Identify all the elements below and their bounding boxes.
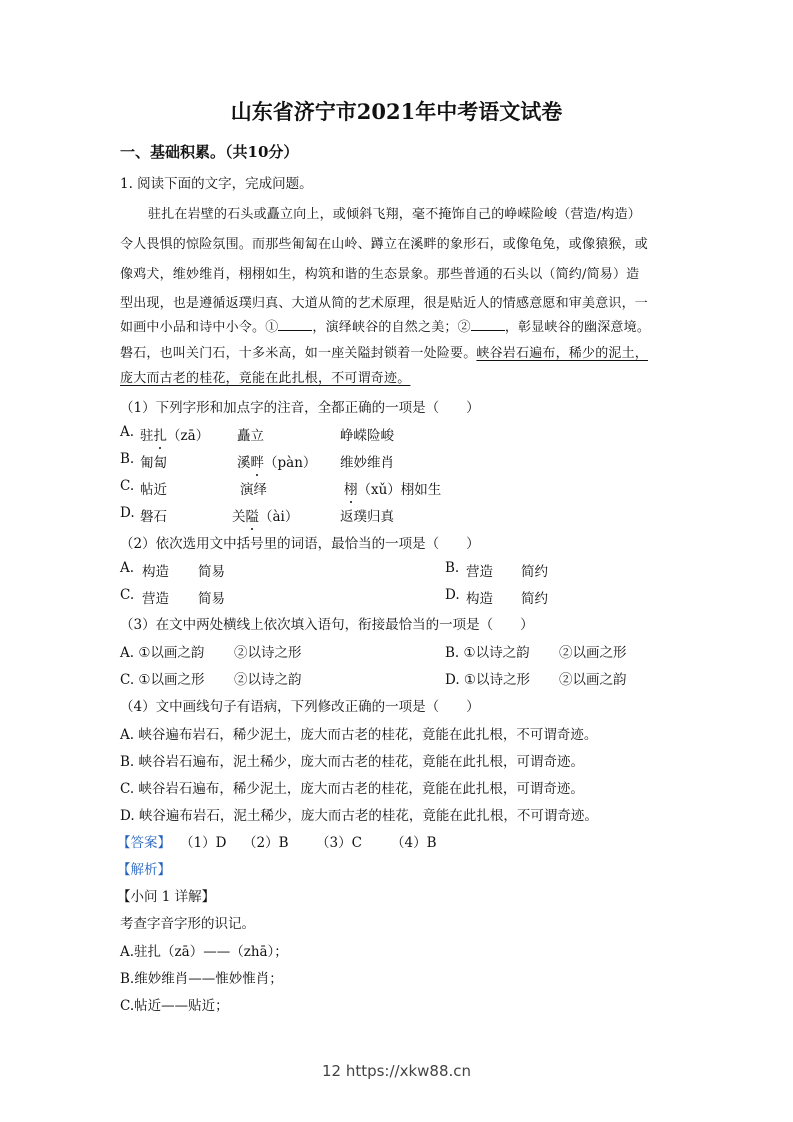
dotted-char: 扎 bbox=[153, 428, 167, 444]
passage-line: 型出现，也是遵循返璞归真、大道从简的艺术原理，很是贴近人的情感意愿和审美意识，一 bbox=[120, 296, 649, 311]
passage-text: ，彰显峡谷的幽深意境。 bbox=[504, 320, 651, 335]
analysis-line: 考查字音字形的识记。 bbox=[120, 916, 255, 932]
option-word: 简易 bbox=[198, 564, 225, 580]
fill-blank-1 bbox=[278, 318, 312, 331]
question-stem: （2）依次选用文中括号里的词语，最恰当的一项是（ ） bbox=[120, 536, 480, 552]
option-word: 匍匐 bbox=[140, 455, 167, 471]
option-word: 营造 bbox=[466, 564, 493, 580]
answer-item: （1）D bbox=[180, 835, 227, 851]
option-word: 峥嵘险峻 bbox=[340, 428, 394, 444]
answer-tag: 【答案】 bbox=[117, 835, 171, 851]
option-text: ②以诗之形 bbox=[234, 645, 302, 661]
option-text: C. ①以画之形 bbox=[120, 672, 205, 688]
dotted-char: 栩 bbox=[344, 482, 358, 498]
option-word: 构造 bbox=[142, 564, 169, 580]
dotted-char: 畔 bbox=[250, 455, 264, 471]
passage-text: 磐石，也叫关门石，十多米高，如一座关隘封锁着一处险要。 bbox=[120, 346, 477, 361]
analysis-line: A.驻扎（zā）——（zhā）； bbox=[120, 944, 288, 960]
option-text: B. 峡谷岩石遍布，泥土稀少，庞大而古老的桂花，竟能在此扎根，可谓奇迹。 bbox=[120, 754, 585, 770]
underlined-sentence: 峡谷岩石遍布，稀少的泥土， bbox=[476, 346, 649, 361]
word-part: 关 bbox=[232, 509, 246, 525]
option-word bbox=[232, 505, 298, 525]
word-part: 驻 bbox=[140, 428, 154, 444]
option-word: 矗立 bbox=[237, 428, 264, 444]
option-text: D. ①以诗之形 bbox=[445, 672, 531, 688]
page-footer: 12 https://xkw88.cn bbox=[321, 1062, 472, 1080]
passage-text: 如画中小品和诗中小令。① bbox=[120, 320, 279, 335]
option-word: 简约 bbox=[521, 564, 548, 580]
passage-text: ，演绎峡谷的自然之美；② bbox=[312, 320, 471, 335]
option-text: C. 峡谷岩石遍布，稀少泥土，庞大而古老的桂花，竟能在此扎根，可谓奇迹。 bbox=[120, 781, 584, 797]
word-part: （xǔ）栩如生 bbox=[357, 482, 442, 498]
option-label: D. bbox=[445, 587, 460, 603]
option-word: 维妙维肖 bbox=[340, 455, 394, 471]
option-text: ②以诗之韵 bbox=[234, 672, 302, 688]
answer-item: （3）C bbox=[316, 835, 362, 851]
option-word: 帖近 bbox=[140, 482, 167, 498]
analysis-line: B.维妙维肖——惟妙惟肖； bbox=[120, 971, 283, 987]
option-word: 磐石 bbox=[140, 509, 167, 525]
option-text: ②以画之形 bbox=[559, 645, 627, 661]
question-intro: 1. 阅读下面的文字，完成问题。 bbox=[120, 176, 313, 192]
passage-line bbox=[120, 367, 410, 386]
option-text: ②以画之韵 bbox=[559, 672, 627, 688]
answer-item: （2）B bbox=[243, 835, 289, 851]
option-label: C. bbox=[120, 587, 135, 603]
underlined-sentence: 庞大而古老的桂花，竟能在此扎根，不可谓奇迹。 bbox=[120, 371, 411, 386]
option-label: A. bbox=[120, 560, 135, 576]
option-word bbox=[140, 424, 209, 444]
option-word bbox=[344, 478, 441, 498]
option-label: B. bbox=[445, 560, 460, 576]
passage-line: 驻扎在岩壁的石头或矗立向上，或倾斜飞翔，毫不掩饰自己的峥嵘险峻（营造/构造） bbox=[148, 207, 641, 222]
option-text: D. 峡谷遍布岩石，泥土稀少，庞大而古老的桂花，竟能在此扎根，不可谓奇迹。 bbox=[120, 808, 598, 824]
option-text: A. ①以画之韵 bbox=[120, 645, 205, 661]
option-word bbox=[237, 451, 316, 471]
option-text: B. ①以诗之韵 bbox=[445, 645, 530, 661]
option-word: 构造 bbox=[466, 591, 493, 607]
option-label: D. bbox=[120, 505, 135, 521]
fill-blank-2 bbox=[471, 318, 505, 331]
word-part: （pàn） bbox=[264, 455, 317, 471]
word-part: 溪 bbox=[237, 455, 251, 471]
analysis-tag: 【解析】 bbox=[117, 862, 171, 878]
option-label: A. bbox=[120, 424, 135, 440]
option-word: 返璞归真 bbox=[340, 509, 394, 525]
passage-line: 像鸡犬，维妙维肖，栩栩如生，构筑和谐的生态景象。那些普通的石头以（简约/简易）造 bbox=[120, 267, 640, 282]
passage-line: 令人畏惧的惊险氛围。而那些匍匐在山岭、蹲立在溪畔的象形石，或像龟兔，或像猿猴，或 bbox=[120, 237, 649, 252]
option-label: C. bbox=[120, 478, 135, 494]
word-part: （zā） bbox=[167, 428, 210, 444]
section-heading: 一、基础积累。（共10分） bbox=[120, 143, 299, 161]
question-stem: （1）下列字形和加点字的注音，全都正确的一项是（ ） bbox=[120, 400, 480, 416]
option-label: B. bbox=[120, 451, 135, 467]
word-part: （ài） bbox=[259, 509, 299, 525]
question-stem: （4）文中画线句子有语病，下列修改正确的一项是（ ） bbox=[120, 699, 480, 715]
page-title: 山东省济宁市2021年中考语文试卷 bbox=[230, 99, 563, 124]
analysis-subheading: 【小问 1 详解】 bbox=[117, 889, 216, 905]
answer-item: （4）B bbox=[391, 835, 437, 851]
option-word: 营造 bbox=[142, 591, 169, 607]
option-word: 简约 bbox=[521, 591, 548, 607]
question-stem: （3）在文中两处横线上依次填入语句，衔接最恰当的一项是（ ） bbox=[120, 617, 534, 633]
option-text: A. 峡谷遍布岩石，稀少泥土，庞大而古老的桂花，竟能在此扎根，不可谓奇迹。 bbox=[120, 727, 598, 743]
passage-line bbox=[120, 342, 648, 361]
option-word: 演绎 bbox=[240, 482, 267, 498]
passage-line bbox=[120, 316, 650, 335]
option-word: 简易 bbox=[198, 591, 225, 607]
dotted-char: 隘 bbox=[245, 509, 259, 525]
analysis-line: C.帖近——贴近； bbox=[120, 998, 229, 1014]
